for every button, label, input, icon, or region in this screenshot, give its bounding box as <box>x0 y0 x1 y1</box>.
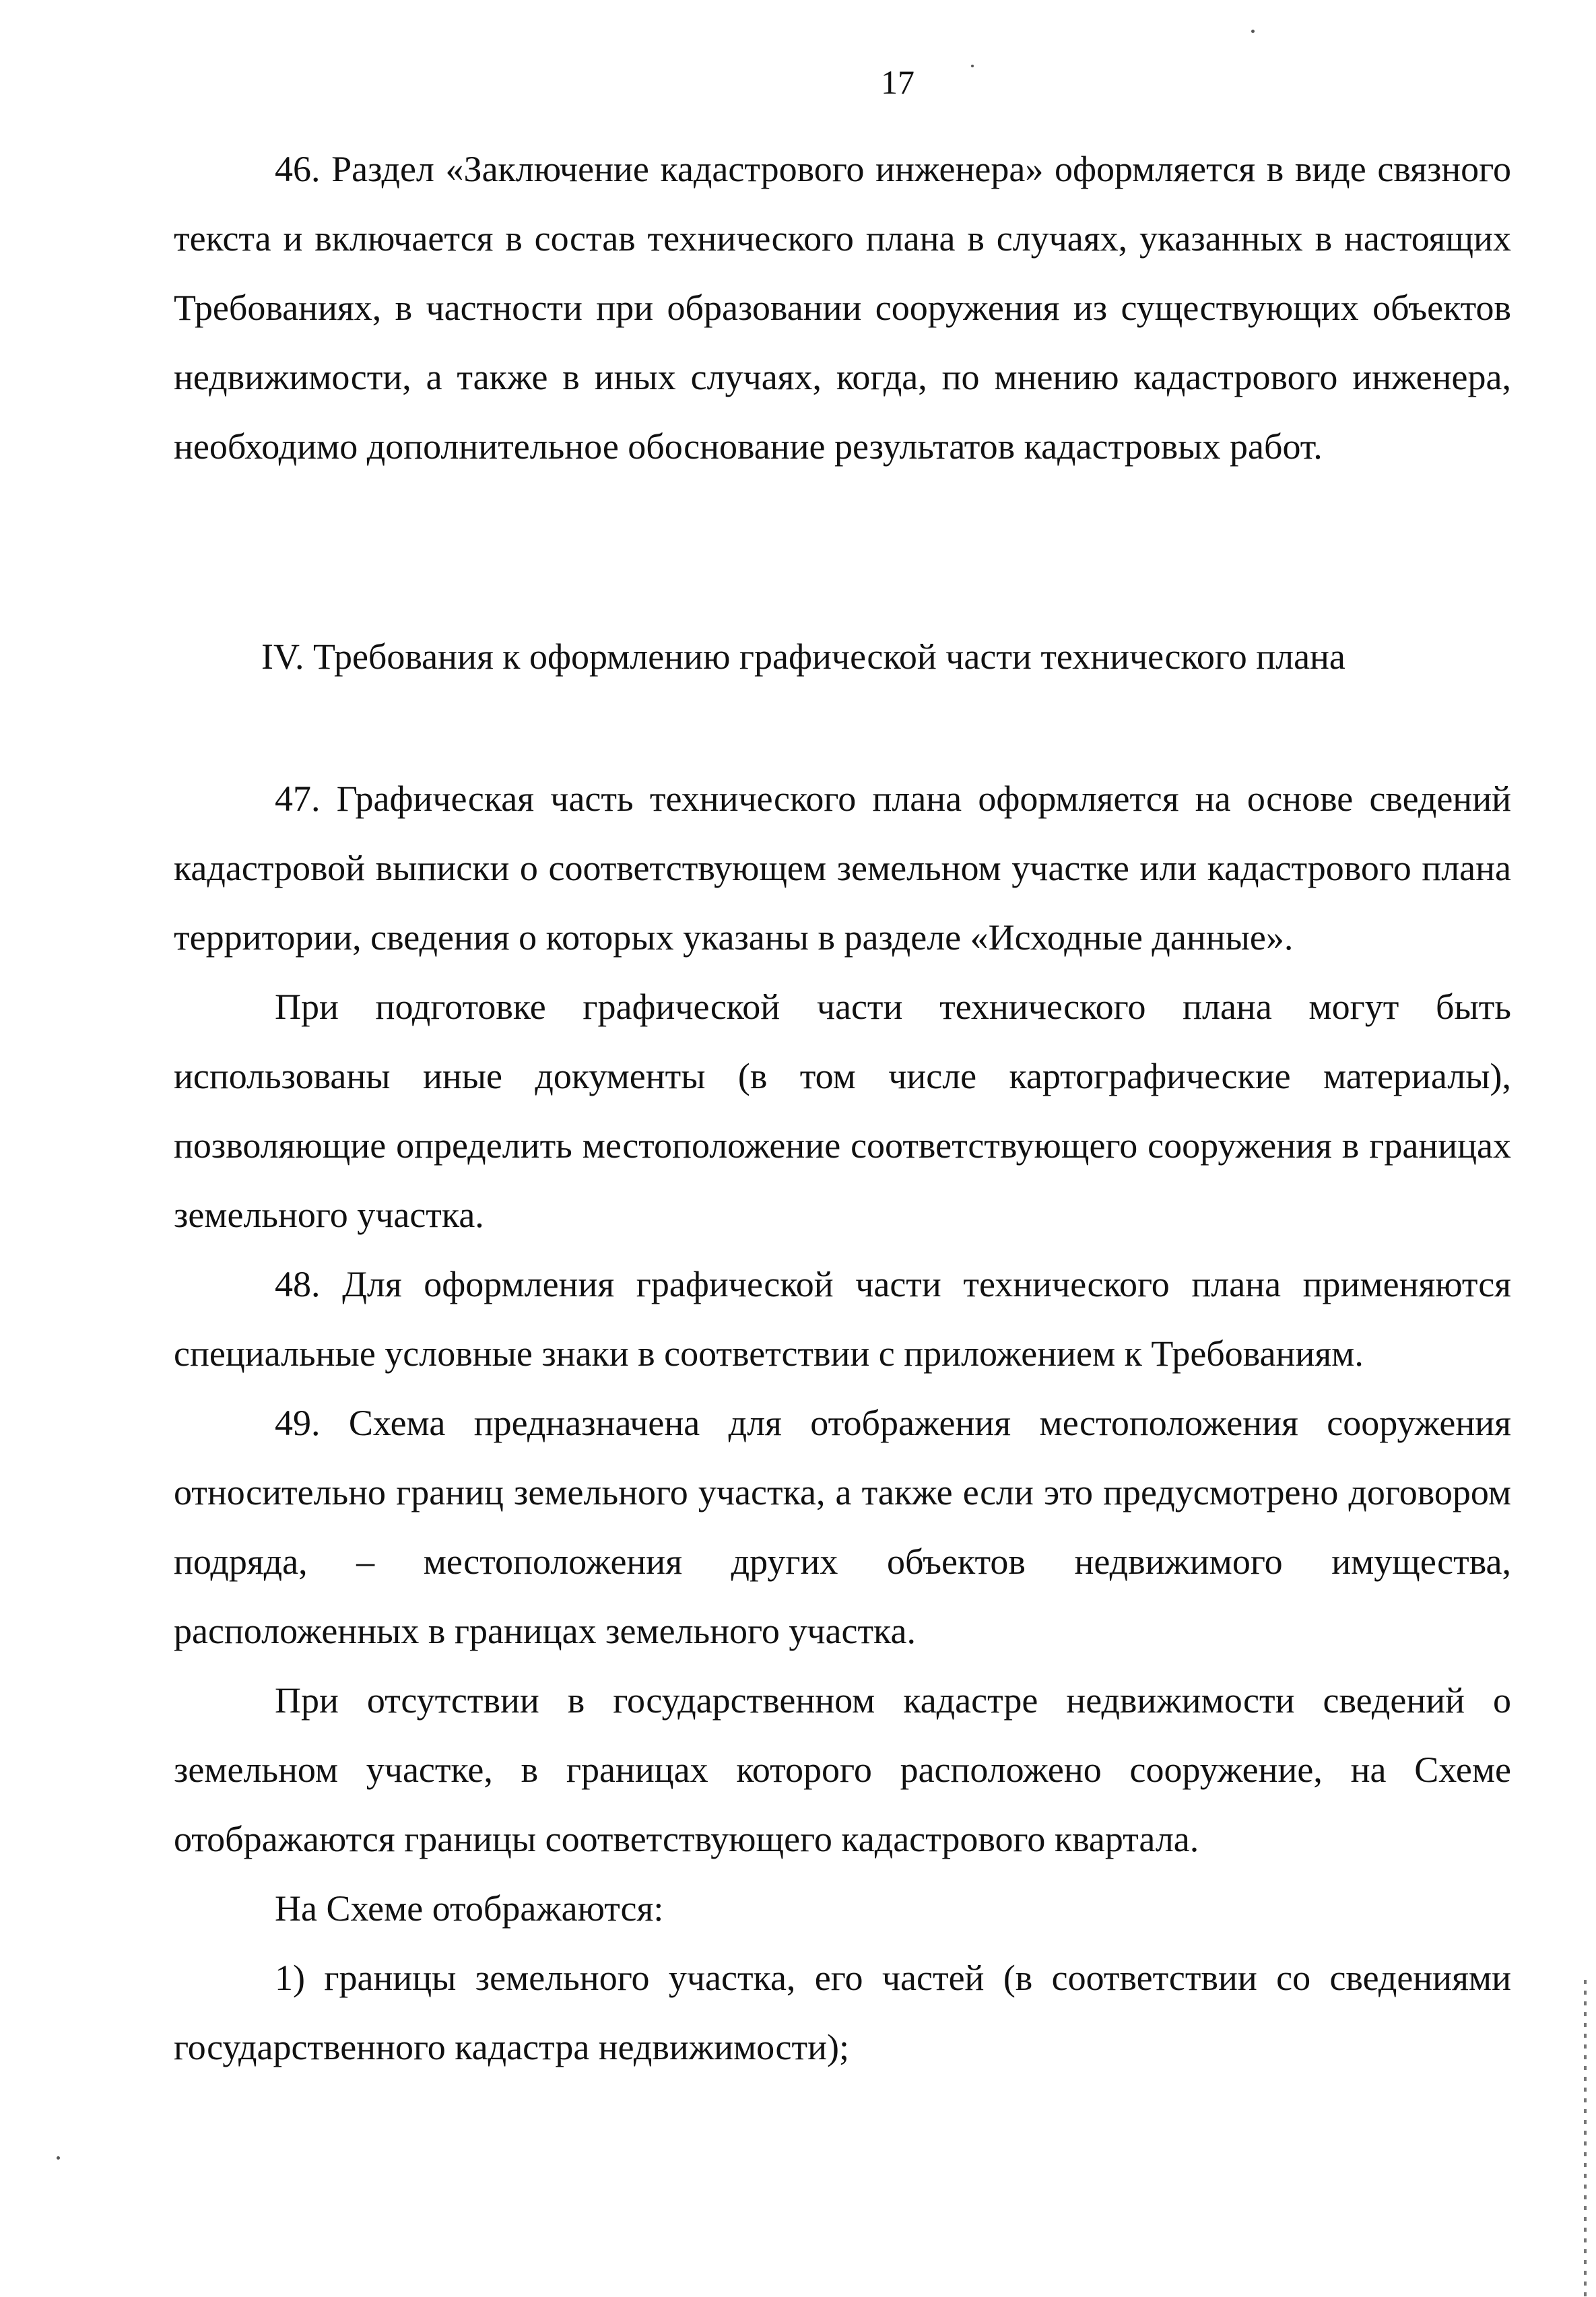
scan-speck <box>57 2156 60 2160</box>
scan-edge-mark <box>1584 1980 1587 2296</box>
list-item-1: 1) границы земельного участка, его частей (в соответствии со сведениями государственного кадастра недвижимости); <box>174 1958 1511 2067</box>
section-heading: IV. Требования к оформлению графической части технического плана <box>261 636 1345 677</box>
page-number: 17 <box>881 63 915 101</box>
paragraph-48: 48. Для оформления графической части технического плана применяются специальные условные знаки в соответствии с приложением к Требованиям. <box>174 1264 1511 1374</box>
paragraph-group-top <box>174 135 1511 481</box>
scan-speck <box>971 65 974 67</box>
paragraph-47-continued: При подготовке графической части технического плана могут быть использованы иные документы (в том числе картографические материалы), позволяющие определить местоположение соответствующего сооружения в границах земельного участка. <box>174 987 1511 1235</box>
paragraph-scheme-intro: На Схеме отображаются: <box>275 1888 664 1929</box>
paragraph-46: 46. Раздел «Заключение кадастрового инженера» оформляется в виде связного текста и включается в состав технического плана в случаях, указанных в настоящих Требованиях, в частности при образовании сооружения из существующих объектов недвижимости, а также в иных случаях, когда, по мнению кадастрового инженера, необходимо дополнительное обоснование результатов кадастровых работ. <box>174 149 1511 467</box>
paragraph-49: 49. Схема предназначена для отображения местоположения сооружения относительно границ земельного участка, а также если это предусмотрено договором подряда, – местоположения других объектов недвижимого имущества, расположенных в границах земельного участка. <box>174 1403 1511 1651</box>
scan-speck <box>1251 30 1255 33</box>
paragraph-47: 47. Графическая часть технического плана оформляется на основе сведений кадастровой выписки о соответствующем земельном участке или кадастрового плана территории, сведения о которых указаны в разделе «Исходные данные». <box>174 778 1511 958</box>
paragraph-group-main <box>174 764 1511 2082</box>
paragraph-49-cadastre: При отсутствии в государственном кадастре недвижимости сведений о земельном участке, в границах которого расположено сооружение, на Схеме отображаются границы соответствующего кадастрового квартала. <box>174 1680 1511 1859</box>
